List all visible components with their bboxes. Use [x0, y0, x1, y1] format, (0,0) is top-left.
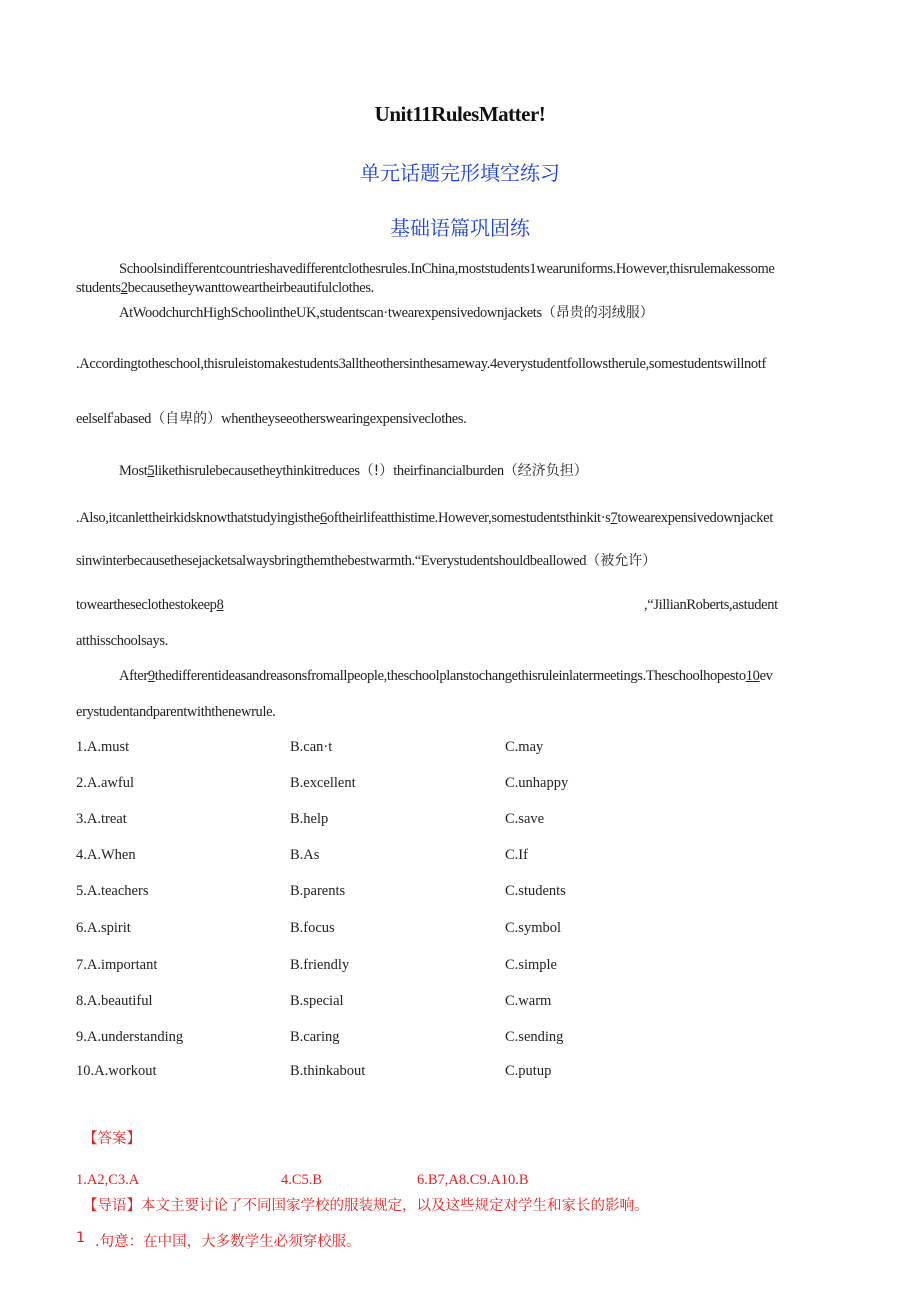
cn-gloss: （自卑的）	[151, 411, 222, 427]
answer-key: 4.C5.B	[281, 1172, 323, 1188]
option-c: C.save	[505, 811, 545, 827]
option-c: C.warm	[505, 993, 552, 1009]
blank-2: 2	[120, 280, 128, 296]
option-a: 6.A.spirit	[76, 920, 131, 936]
section-subtitle-2: 基础语篇巩固练	[390, 216, 530, 240]
passage-line: Schoolsindifferentcountrieshavedifferentclothesrules.InChina,moststudents1wearuniforms.However,thisrulemakessome	[119, 261, 775, 277]
option-a: 2.A.awful	[76, 775, 134, 791]
option-b: B.thinkabout	[290, 1063, 366, 1079]
option-b: B.focus	[290, 920, 335, 936]
passage-line: .Also,itcanlettheirkidsknowthatstudyingisthe6oftheirlifeatthistime.However,somestudentsthinkit·s7towearexpensivedownjacket	[76, 510, 773, 526]
option-b: B.parents	[290, 883, 346, 899]
option-a: 1.A.must	[76, 739, 130, 755]
option-b: B.friendly	[290, 957, 350, 973]
option-a: 3.A.treat	[76, 811, 127, 827]
blank-8: 8	[216, 597, 224, 613]
option-c: C.symbol	[505, 920, 561, 936]
option-b: B.special	[290, 993, 344, 1009]
option-c: C.putup	[505, 1063, 552, 1079]
option-a: 5.A.teachers	[76, 883, 149, 899]
answer-key: 1.A2,C3.A	[76, 1172, 140, 1188]
option-a: 9.A.understanding	[76, 1029, 184, 1045]
answer-key: 6.B7,A8.C9.A10.B	[417, 1172, 529, 1188]
blank-10: 10	[745, 668, 760, 684]
blank-5: 5	[147, 463, 155, 479]
answer-label: 【答案】	[83, 1131, 141, 1147]
section-subtitle: 单元话题完形填空练习	[360, 161, 560, 185]
option-c: C.may	[505, 739, 544, 755]
option-a: 10.A.workout	[76, 1063, 157, 1079]
passage-line: Most5likethisrulebecausetheythinkitreduces（!）theirfinancialburden（经济负担）	[119, 463, 588, 479]
passage-line: After9thedifferentideasandreasonsfromallpeople,theschoolplanstochangethisruleinlatermeetings.Theschoolhopesto10ev	[119, 668, 773, 684]
option-c: C.students	[505, 883, 566, 899]
passage-line: sinwinterbecausethesejacketsalwaysbringthemthebestwarmth.“Everystudentshouldbeallowed（被允许）	[76, 553, 657, 569]
passage-line: erystudentandparentwiththenewrule.	[76, 704, 276, 720]
note-number: 1	[76, 1230, 86, 1246]
note-text: .句意：在中国，大多数学生必须穿校服。	[95, 1234, 361, 1250]
option-b: B.excellent	[290, 775, 356, 791]
option-c: C.simple	[505, 957, 557, 973]
option-c: C.If	[505, 847, 528, 863]
option-b: B.can·t	[290, 739, 333, 755]
option-b: B.caring	[290, 1029, 340, 1045]
cn-gloss: （昂贵的羽绒服）	[541, 305, 654, 321]
blank-6: 6	[319, 510, 327, 526]
passage-line: ,“JillianRoberts,astudent	[644, 597, 778, 613]
cn-gloss: （经济负担）	[503, 463, 588, 479]
passage-line: eelself!abased（自卑的）whentheyseeotherswearingexpensiveclothes.	[76, 410, 467, 427]
passage-line: students2becausetheywanttoweartheirbeautifulclothes.	[76, 280, 374, 296]
guide-text: 【导语】本文主要讨论了不同国家学校的服装规定，以及这些规定对学生和家长的影响。	[83, 1198, 649, 1214]
option-c: C.sending	[505, 1029, 564, 1045]
passage-line: .Accordingtotheschool,thisruleistomakestudents3alltheothersinthesameway.4everystudentfollowstherule,somestudentswillnotf	[76, 356, 766, 372]
passage-line: AtWoodchurchHighSchoolintheUK,studentscan·twearexpensivedownjackets（昂贵的羽绒服）	[119, 305, 654, 321]
option-b: B.As	[290, 847, 320, 863]
blank-7: 7	[610, 510, 618, 526]
blank-9: 9	[147, 668, 155, 684]
passage-line: toweartheseclothestokeep8	[76, 597, 224, 613]
option-a: 4.A.When	[76, 847, 136, 863]
option-b: B.help	[290, 811, 329, 827]
option-c: C.unhappy	[505, 775, 569, 791]
page-title: Unit11RulesMatter!	[374, 102, 546, 126]
option-a: 8.A.beautiful	[76, 993, 153, 1009]
passage-line: atthisschoolsays.	[76, 633, 168, 649]
cn-gloss: （被允许）	[586, 553, 657, 569]
option-a: 7.A.important	[76, 957, 158, 973]
